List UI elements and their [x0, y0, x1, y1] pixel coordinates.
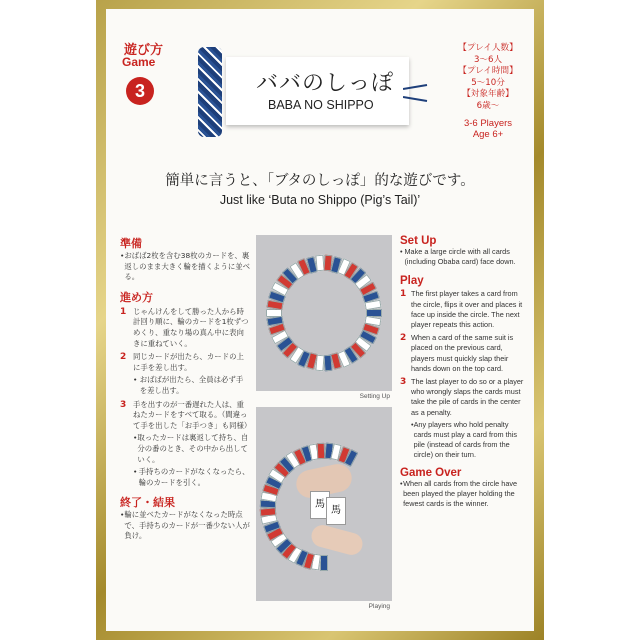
end-title-jp: 終了・結果 — [120, 496, 175, 510]
tagline-en: Just like ‘Buta no Shippo (Pig’s Tail)’ — [219, 193, 421, 207]
info-en-age: Age 6+ — [472, 129, 504, 140]
game-label-jp: 遊び方 — [124, 43, 164, 58]
en-step-1: 1 The first player takes a card from the circle, flips it over and places it face up inside the circle. The next player repeats this action. — [400, 289, 523, 330]
play-title-en: Play — [400, 275, 424, 288]
game-number-badge: 3 — [126, 77, 154, 105]
ring-card — [320, 555, 328, 571]
jp-column — [120, 235, 250, 542]
info-block — [446, 43, 530, 140]
info-time-value: 5〜10分 — [471, 77, 505, 88]
info-players-value: 3〜6人 — [473, 54, 503, 65]
photo-setup — [256, 235, 392, 391]
title-jp: ババのしっぽ — [256, 71, 395, 96]
ring-card — [266, 309, 282, 317]
en-column — [400, 235, 526, 509]
info-age-label: 【対象年齢】 — [462, 89, 514, 99]
setup-title-en: Set Up — [400, 235, 437, 247]
game-label-en: Game — [122, 55, 156, 69]
rules-card — [106, 9, 534, 631]
info-time-label: 【プレイ時間】 — [458, 66, 518, 76]
prep-item-jp: • おばば2枚を含む38枚のカードを、裏返しのまま大きく輪を描くように並べる。 — [120, 251, 251, 282]
en-step-2: 2 When a card of the same suit is placed on the previous card, players must quickly slap their hands down on the top card. — [400, 333, 514, 373]
card-ring — [256, 235, 392, 391]
setup-item-en: • Make a large circle with all cards (including Obaba card) face down. — [400, 247, 516, 267]
caption-playing: Playing — [368, 603, 390, 610]
ring-card — [323, 355, 332, 372]
info-age-value: 6歳〜 — [476, 100, 500, 111]
gameover-item-en: • When all cards from the circle have been played the player holding the fewest cards is the winner. — [400, 478, 518, 509]
en-step-3-sub: • Any players who hold penalty cards must play a card from this pile (instead of cards from the circle) on their turn. — [411, 419, 517, 460]
jp-step-3-sub-1: • 取ったカードは裏返して持ち、自分の番のとき、その中から出していく。 — [133, 433, 249, 464]
scroll-wave-icon — [198, 47, 222, 137]
jp-step-1: 1 じゃんけんをして勝った人から時計回り順に、輪のカードを1枚ずつめくり、重なり場の真ん中に表向きに重ねていく。 — [120, 306, 249, 348]
end-item-jp: • 輪に並べたカードがなくなった時点で、手持ちのカードが一番少ない人が負け。 — [120, 510, 250, 541]
gameover-title-en: Game Over — [400, 466, 462, 479]
en-step-3: 3 The last player to do so or a player who wrongly slaps the cards must take the pile of cards in the center as a penalty. — [400, 377, 524, 417]
info-players-label: 【プレイ人数】 — [458, 43, 518, 53]
jp-step-2: 2 同じカードが出たら、カードの上に手を差し出す。 — [120, 352, 244, 372]
photo-playing — [256, 407, 392, 601]
played-card: 馬 — [310, 491, 330, 519]
played-card-2: 馬 — [326, 497, 346, 525]
tassel-icon — [403, 79, 433, 109]
jp-step-2-sub: • おばばが出たら、全員は必ず手を差し出す。 — [133, 375, 244, 395]
caption-setup: Setting Up — [359, 393, 390, 400]
info-en-players: 3-6 Players — [463, 118, 513, 129]
tagline-jp: 簡単に言うと、「ブタのしっぽ」的な遊びです。 — [165, 173, 475, 189]
jp-step-3-sub-2: • 手持ちのカードがなくなったら、輪のカードを引く。 — [133, 467, 250, 487]
jp-step-3: 3 手を出すのが一番遅れた人は、重ねたカードをすべて取る。（間違って手を出した「お手つき」も同様） — [120, 399, 252, 430]
title-en: BABA NO SHIPPO — [268, 98, 374, 112]
ring-card — [260, 507, 277, 516]
play-title-jp: 進め方 — [120, 290, 153, 304]
title-banner — [226, 57, 409, 125]
prep-title-jp: 準備 — [120, 237, 142, 250]
